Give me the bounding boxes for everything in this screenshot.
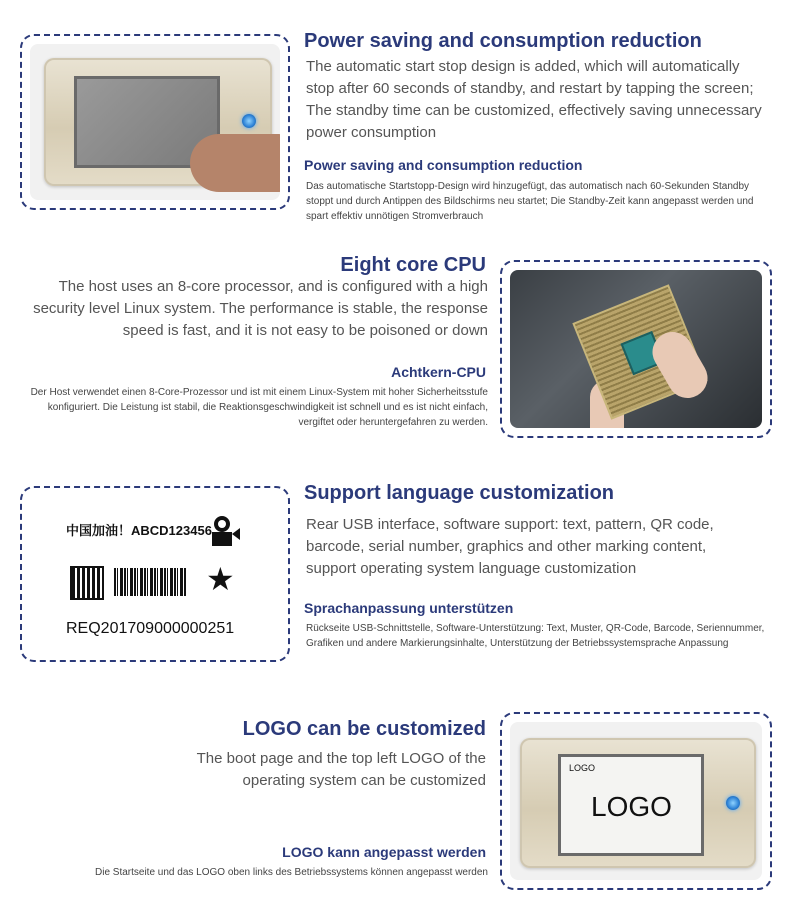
screen-logo-large: LOGO xyxy=(591,791,672,822)
power-button-icon xyxy=(726,796,740,810)
section-body-de-power-saving: Das automatische Startstopp-Design wird hinzugefügt, das automatisch nach 60-Sekunden Standby stoppt und durch Antippen des Bildschirms neu startet; Die Standby-Zeit kann angepasst werden und spart effektiv unnötigen Stromverbrauch xyxy=(306,181,754,222)
power-button-icon xyxy=(242,114,256,128)
section-body-power-saving: The automatic start stop design is added, which will automatically stop after 60 seconds of standby, and restart by tapping the screen; The standby time can be customized, effectively saving unnecessary power consumption xyxy=(306,58,762,141)
device-screen xyxy=(558,754,704,856)
cpu-image-frame xyxy=(500,260,772,438)
section-subtitle-language: Sprachanpassung unterstützen xyxy=(304,600,514,616)
qr-code-icon xyxy=(70,566,104,600)
section-title-language: Support language customization xyxy=(304,482,615,504)
device-image-frame xyxy=(20,34,290,210)
label-image-frame xyxy=(20,486,290,662)
logo-device-image xyxy=(510,722,762,880)
section-title-power-saving: Power saving and consumption reduction xyxy=(304,30,702,52)
section-body-de-cpu: Der Host verwendet einen 8-Core-Prozessor und ist mit einem Linux-System mit hoher Sicherheitsstufe konfiguriert. Die Leistung ist stabil, die Reaktionsgeschwindigkeit ist schnell und es ist nicht einfach, vergiftet oder heruntergefahren zu werden. xyxy=(30,387,488,428)
section-subtitle-power-saving: Power saving and consumption reduction xyxy=(304,157,583,173)
section-subtitle-logo: LOGO kann angepasst werden xyxy=(282,844,486,860)
section-subtitle-cpu: Achtkern-CPU xyxy=(391,364,486,380)
label-serial-number: REQ201709000000251 xyxy=(66,620,235,637)
section-body-logo: The boot page and the top left LOGO of the operating system can be customized xyxy=(196,750,486,789)
section-body-cpu: The host uses an 8-core processor, and is configured with a high security level Linux system. The performance is stable, the response speed is fast, and it is not easy to be poisoned or down xyxy=(33,278,488,339)
logo-image-frame xyxy=(500,712,772,890)
section-body-de-logo: Die Startseite und das LOGO oben links des Betriebssystems können angepasst werden xyxy=(95,867,488,878)
screen-logo-small: LOGO xyxy=(569,763,596,773)
section-body-de-language: Rückseite USB-Schnittstelle, Software-Unterstützung: Text, Muster, QR-Code, Barcode, Seriennummer, Grafiken und andere Markierungsinhalte, Unterstützung der Betriebssystemsprache Anpassung xyxy=(306,623,765,649)
section-title-logo: LOGO can be customized xyxy=(242,718,486,740)
star-icon: ★ xyxy=(206,561,235,597)
label-line-text: 中国加油！ABCD123456 xyxy=(66,523,212,538)
hand-image xyxy=(190,134,280,192)
mascot-icon xyxy=(202,510,242,550)
label-sample-image xyxy=(30,496,280,652)
section-body-language: Rear USB interface, software support: text, pattern, QR code, barcode, serial number, graphics and other marking content, support operating system language customization xyxy=(306,516,714,577)
section-title-cpu: Eight core CPU xyxy=(340,254,486,276)
cpu-image xyxy=(510,270,762,428)
device-panel xyxy=(520,738,756,868)
device-touch-image xyxy=(30,44,280,200)
barcode-icon xyxy=(114,568,186,596)
